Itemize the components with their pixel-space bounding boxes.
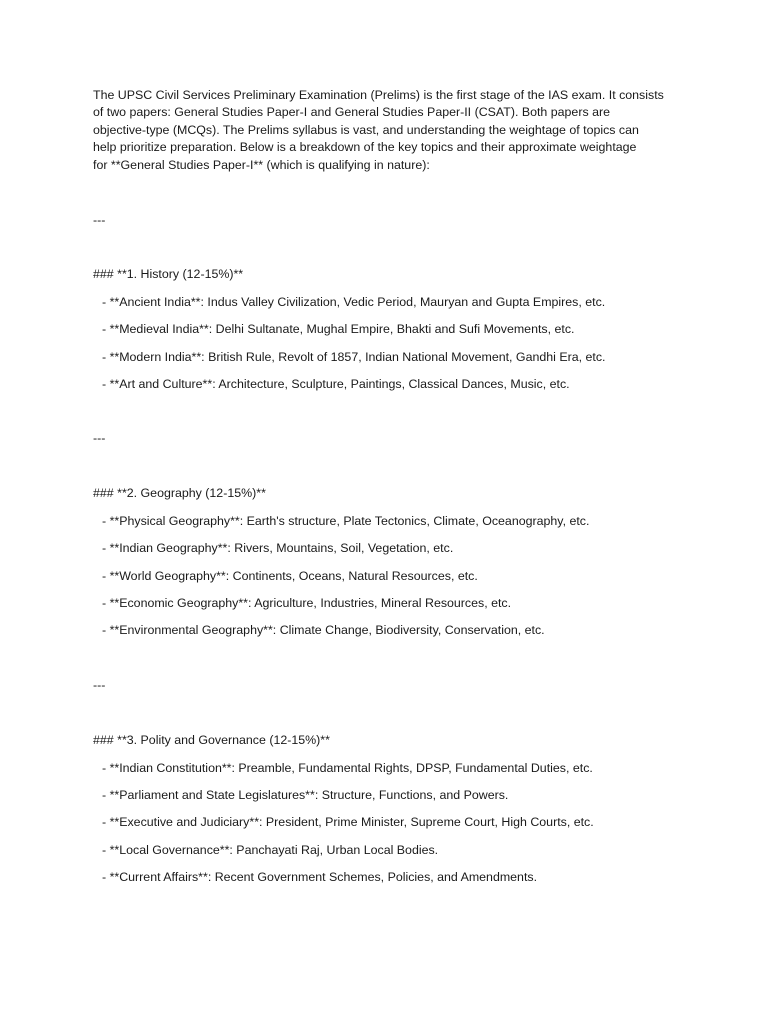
list-item: - **World Geography**: Continents, Oceans, Natural Resources, etc.	[102, 569, 478, 583]
intro-paragraph	[93, 87, 683, 174]
separator: ---	[93, 431, 106, 445]
section-heading-polity: ### **3. Polity and Governance (12-15%)**	[93, 733, 330, 747]
list-item: - **Art and Culture**: Architecture, Sculpture, Paintings, Classical Dances, Music, etc.	[102, 377, 570, 391]
list-item: - **Economic Geography**: Agriculture, Industries, Mineral Resources, etc.	[102, 596, 512, 610]
section-heading-geography: ### **2. Geography (12-15%)**	[93, 486, 266, 500]
list-item: - **Ancient India**: Indus Valley Civilization, Vedic Period, Mauryan and Gupta Empires, etc.	[102, 295, 606, 309]
list-item: - **Parliament and State Legislatures**: Structure, Functions, and Powers.	[102, 788, 509, 802]
intro-line: help prioritize preparation. Below is a breakdown of the key topics and their approximate weightage	[93, 140, 637, 155]
intro-line: The UPSC Civil Services Preliminary Examination (Prelims) is the first stage of the IAS exam. It consists	[93, 88, 664, 102]
intro-line: for **General Studies Paper-I** (which is qualifying in nature):	[93, 157, 430, 172]
list-item: - **Executive and Judiciary**: President, Prime Minister, Supreme Court, High Courts, etc.	[102, 815, 594, 829]
separator: ---	[93, 213, 106, 227]
list-item: - **Indian Geography**: Rivers, Mountains, Soil, Vegetation, etc.	[102, 541, 454, 555]
list-item: - **Medieval India**: Delhi Sultanate, Mughal Empire, Bhakti and Sufi Movements, etc.	[102, 322, 575, 336]
intro-line: of two papers: General Studies Paper-I and General Studies Paper-II (CSAT). Both papers are	[93, 105, 610, 120]
separator: ---	[93, 678, 106, 692]
list-item: - **Local Governance**: Panchayati Raj, Urban Local Bodies.	[102, 843, 439, 857]
list-item: - **Indian Constitution**: Preamble, Fundamental Rights, DPSP, Fundamental Duties, etc.	[102, 761, 593, 775]
list-item: - **Environmental Geography**: Climate Change, Biodiversity, Conservation, etc.	[102, 623, 545, 637]
section-heading-history: ### **1. History (12-15%)**	[93, 267, 244, 281]
list-item: - **Physical Geography**: Earth's structure, Plate Tectonics, Climate, Oceanography, etc.	[102, 514, 590, 528]
list-item: - **Modern India**: British Rule, Revolt of 1857, Indian National Movement, Gandhi Era, etc.	[102, 350, 606, 364]
list-item: - **Current Affairs**: Recent Government Schemes, Policies, and Amendments.	[102, 870, 538, 884]
intro-line: objective-type (MCQs). The Prelims syllabus is vast, and understanding the weightage of topics can	[93, 122, 639, 137]
